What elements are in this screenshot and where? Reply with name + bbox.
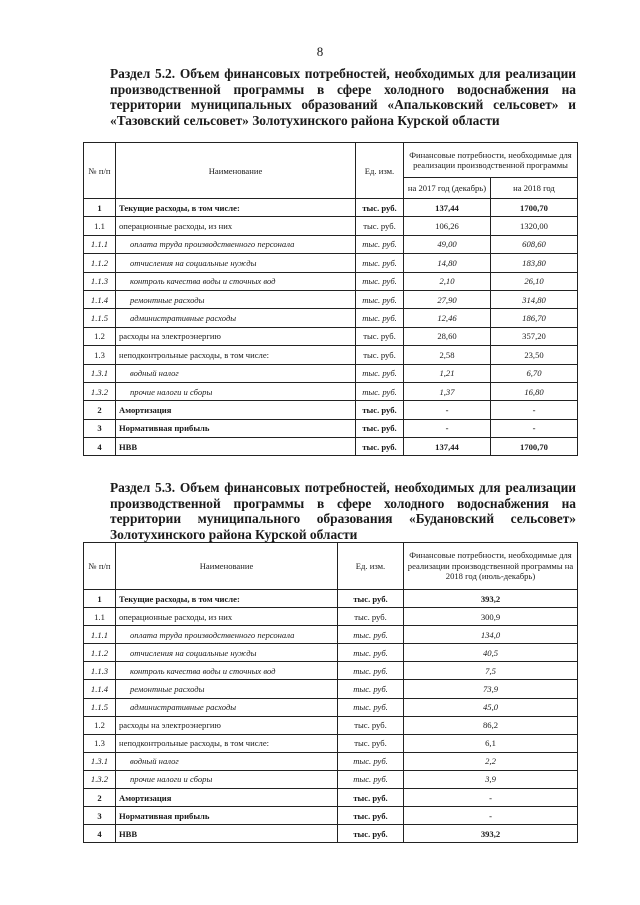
row-value-1: 393,2 <box>404 590 578 608</box>
row-number: 1.3.1 <box>84 364 116 382</box>
row-name: расходы на электроэнергию <box>116 716 338 734</box>
row-unit: тыс. руб. <box>338 807 404 825</box>
row-value-1: 27,90 <box>404 290 491 308</box>
row-unit: тыс. руб. <box>356 438 404 456</box>
column-header-financial-needs: Финансовые потребности, необходимые для реализации производственной программы на 2018 год (июль-декабрь) <box>404 543 578 590</box>
row-unit: тыс. руб. <box>338 644 404 662</box>
row-value-1: 300,9 <box>404 608 578 626</box>
table-row <box>84 254 578 272</box>
row-value-1: 1,37 <box>404 382 491 400</box>
row-name: Нормативная прибыль <box>116 807 338 825</box>
row-number: 1.1.5 <box>84 698 116 716</box>
row-value-2: 357,20 <box>491 327 578 345</box>
row-value-1: 7,5 <box>404 662 578 680</box>
row-number: 2 <box>84 401 116 419</box>
table-row <box>84 327 578 345</box>
row-value-2: 314,80 <box>491 290 578 308</box>
row-name: неподконтрольные расходы, в том числе: <box>116 734 338 752</box>
row-value-1: - <box>404 419 491 437</box>
row-unit: тыс. руб. <box>356 401 404 419</box>
row-value-1: 3,9 <box>404 770 578 788</box>
section-5-2-table-body <box>84 199 578 456</box>
row-unit: тыс. руб. <box>356 346 404 364</box>
row-name: отчисления на социальные нужды <box>116 644 338 662</box>
table-row <box>84 401 578 419</box>
row-name: НВВ <box>116 438 356 456</box>
section-5-2-table <box>83 142 578 456</box>
row-value-2: - <box>491 419 578 437</box>
row-unit: тыс. руб. <box>356 327 404 345</box>
row-value-2: 6,70 <box>491 364 578 382</box>
row-name: контроль качества воды и сточных вод <box>116 662 338 680</box>
row-name: оплата труда производственного персонала <box>116 626 338 644</box>
row-name: административные расходы <box>116 698 338 716</box>
row-unit: тыс. руб. <box>338 789 404 807</box>
row-value-1: 2,10 <box>404 272 491 290</box>
row-unit: тыс. руб. <box>338 698 404 716</box>
row-number: 1.1.2 <box>84 644 116 662</box>
table-row <box>84 199 578 217</box>
row-value-1: 1,21 <box>404 364 491 382</box>
row-value-1: 137,44 <box>404 438 491 456</box>
row-number: 4 <box>84 438 116 456</box>
page-number: 8 <box>316 44 324 59</box>
row-value-2: 26,10 <box>491 272 578 290</box>
row-value-1: 12,46 <box>404 309 491 327</box>
row-number: 1.3.2 <box>84 770 116 788</box>
row-value-2: 23,50 <box>491 346 578 364</box>
section-5-2-heading: Раздел 5.2. Объем финансовых потребностей, необходимых для реализации производственной программы в сфере холодного водоснабжения на территории муниципальных образований «Апальковский сельсовет» и «Тазовский сельсовет» Золотухинского района Курской области <box>110 66 576 128</box>
row-number: 4 <box>84 825 116 843</box>
row-number: 1.1.5 <box>84 309 116 327</box>
row-number: 3 <box>84 807 116 825</box>
section-5-3-table <box>83 542 578 843</box>
row-value-1: 40,5 <box>404 644 578 662</box>
table-row <box>84 626 578 644</box>
row-number: 1.1.3 <box>84 662 116 680</box>
row-unit: тыс. руб. <box>356 217 404 235</box>
row-number: 1.3.2 <box>84 382 116 400</box>
section-5-3-heading: Раздел 5.3. Объем финансовых потребностей, необходимых для реализации производственной программы в сфере холодного водоснабжения на территории муниципального образования «Будановский сельсовет» Золотухинского района Курской области <box>110 480 576 542</box>
row-number: 1.1 <box>84 608 116 626</box>
row-value-1: 137,44 <box>404 199 491 217</box>
row-unit: тыс. руб. <box>356 290 404 308</box>
row-unit: тыс. руб. <box>338 825 404 843</box>
row-name: прочие налоги и сборы <box>116 770 338 788</box>
row-unit: тыс. руб. <box>338 770 404 788</box>
table-row <box>84 698 578 716</box>
row-value-1: 49,00 <box>404 235 491 253</box>
row-number: 1.1.4 <box>84 680 116 698</box>
row-value-1: - <box>404 401 491 419</box>
table-row <box>84 590 578 608</box>
row-number: 1.2 <box>84 327 116 345</box>
table-row <box>84 734 578 752</box>
row-value-2: 1700,70 <box>491 199 578 217</box>
row-name: ремонтные расходы <box>116 290 356 308</box>
row-number: 1.3 <box>84 346 116 364</box>
table-row <box>84 789 578 807</box>
row-name: Нормативная прибыль <box>116 419 356 437</box>
row-value-1: 393,2 <box>404 825 578 843</box>
row-unit: тыс. руб. <box>356 199 404 217</box>
table-row <box>84 644 578 662</box>
row-number: 1.2 <box>84 716 116 734</box>
row-number: 1.1.2 <box>84 254 116 272</box>
table-row <box>84 217 578 235</box>
table-row <box>84 419 578 437</box>
row-value-1: 134,0 <box>404 626 578 644</box>
table-row <box>84 716 578 734</box>
column-header-unit: Ед. изм. <box>356 143 404 199</box>
row-name: операционные расходы, из них <box>116 608 338 626</box>
row-value-1: 73,9 <box>404 680 578 698</box>
table-row <box>84 346 578 364</box>
section-5-3-table-body <box>84 590 578 843</box>
table-row <box>84 770 578 788</box>
row-name: водный налог <box>116 364 356 382</box>
row-name: ремонтные расходы <box>116 680 338 698</box>
row-value-1: 2,2 <box>404 752 578 770</box>
table-row <box>84 825 578 843</box>
row-value-2: 186,70 <box>491 309 578 327</box>
row-name: Амортизация <box>116 401 356 419</box>
row-number: 2 <box>84 789 116 807</box>
row-value-1: 45,0 <box>404 698 578 716</box>
row-unit: тыс. руб. <box>338 608 404 626</box>
row-unit: тыс. руб. <box>338 662 404 680</box>
row-name: административные расходы <box>116 309 356 327</box>
row-name: оплата труда производственного персонала <box>116 235 356 253</box>
table-row <box>84 382 578 400</box>
table-row <box>84 272 578 290</box>
row-name: контроль качества воды и сточных вод <box>116 272 356 290</box>
row-name: Текущие расходы, в том числе: <box>116 199 356 217</box>
row-value-2: 1700,70 <box>491 438 578 456</box>
row-name: неподконтрольные расходы, в том числе: <box>116 346 356 364</box>
column-header-unit: Ед. изм. <box>338 543 404 590</box>
row-unit: тыс. руб. <box>338 590 404 608</box>
row-number: 1.3 <box>84 734 116 752</box>
row-name: водный налог <box>116 752 338 770</box>
table-row <box>84 309 578 327</box>
column-header-year-2018: на 2018 год <box>491 178 578 199</box>
row-number: 1 <box>84 199 116 217</box>
row-unit: тыс. руб. <box>338 716 404 734</box>
column-header-year-2017: на 2017 год (декабрь) <box>404 178 491 199</box>
row-unit: тыс. руб. <box>338 752 404 770</box>
row-number: 1.1.1 <box>84 235 116 253</box>
row-value-1: - <box>404 789 578 807</box>
row-name: отчисления на социальные нужды <box>116 254 356 272</box>
row-unit: тыс. руб. <box>356 309 404 327</box>
row-name: НВВ <box>116 825 338 843</box>
row-unit: тыс. руб. <box>356 364 404 382</box>
row-value-1: 106,26 <box>404 217 491 235</box>
table-row <box>84 290 578 308</box>
row-value-2: 183,80 <box>491 254 578 272</box>
row-name: Текущие расходы, в том числе: <box>116 590 338 608</box>
row-number: 3 <box>84 419 116 437</box>
row-name: операционные расходы, из них <box>116 217 356 235</box>
row-unit: тыс. руб. <box>338 734 404 752</box>
row-unit: тыс. руб. <box>356 419 404 437</box>
column-header-name: Наименование <box>116 543 338 590</box>
row-value-1: 28,60 <box>404 327 491 345</box>
column-header-number: № п/п <box>84 543 116 590</box>
row-value-1: 2,58 <box>404 346 491 364</box>
row-number: 1.3.1 <box>84 752 116 770</box>
row-unit: тыс. руб. <box>356 382 404 400</box>
row-value-2: 608,60 <box>491 235 578 253</box>
row-value-2: 1320,00 <box>491 217 578 235</box>
row-value-1: - <box>404 807 578 825</box>
row-unit: тыс. руб. <box>356 272 404 290</box>
column-header-financial-needs: Финансовые потребности, необходимые для реализации производственной программы <box>404 143 578 178</box>
table-row <box>84 807 578 825</box>
row-value-1: 14,80 <box>404 254 491 272</box>
row-number: 1 <box>84 590 116 608</box>
row-value-2: 16,80 <box>491 382 578 400</box>
row-number: 1.1.1 <box>84 626 116 644</box>
row-number: 1.1.3 <box>84 272 116 290</box>
table-row <box>84 364 578 382</box>
row-value-1: 6,1 <box>404 734 578 752</box>
row-unit: тыс. руб. <box>338 626 404 644</box>
row-name: расходы на электроэнергию <box>116 327 356 345</box>
row-value-1: 86,2 <box>404 716 578 734</box>
row-unit: тыс. руб. <box>356 235 404 253</box>
row-value-2: - <box>491 401 578 419</box>
table-row <box>84 608 578 626</box>
column-header-number: № п/п <box>84 143 116 199</box>
row-name: прочие налоги и сборы <box>116 382 356 400</box>
row-name: Амортизация <box>116 789 338 807</box>
row-number: 1.1 <box>84 217 116 235</box>
row-unit: тыс. руб. <box>338 680 404 698</box>
row-unit: тыс. руб. <box>356 254 404 272</box>
table-row <box>84 438 578 456</box>
table-row <box>84 662 578 680</box>
table-row <box>84 752 578 770</box>
column-header-name: Наименование <box>116 143 356 199</box>
table-row <box>84 235 578 253</box>
row-number: 1.1.4 <box>84 290 116 308</box>
table-row <box>84 680 578 698</box>
